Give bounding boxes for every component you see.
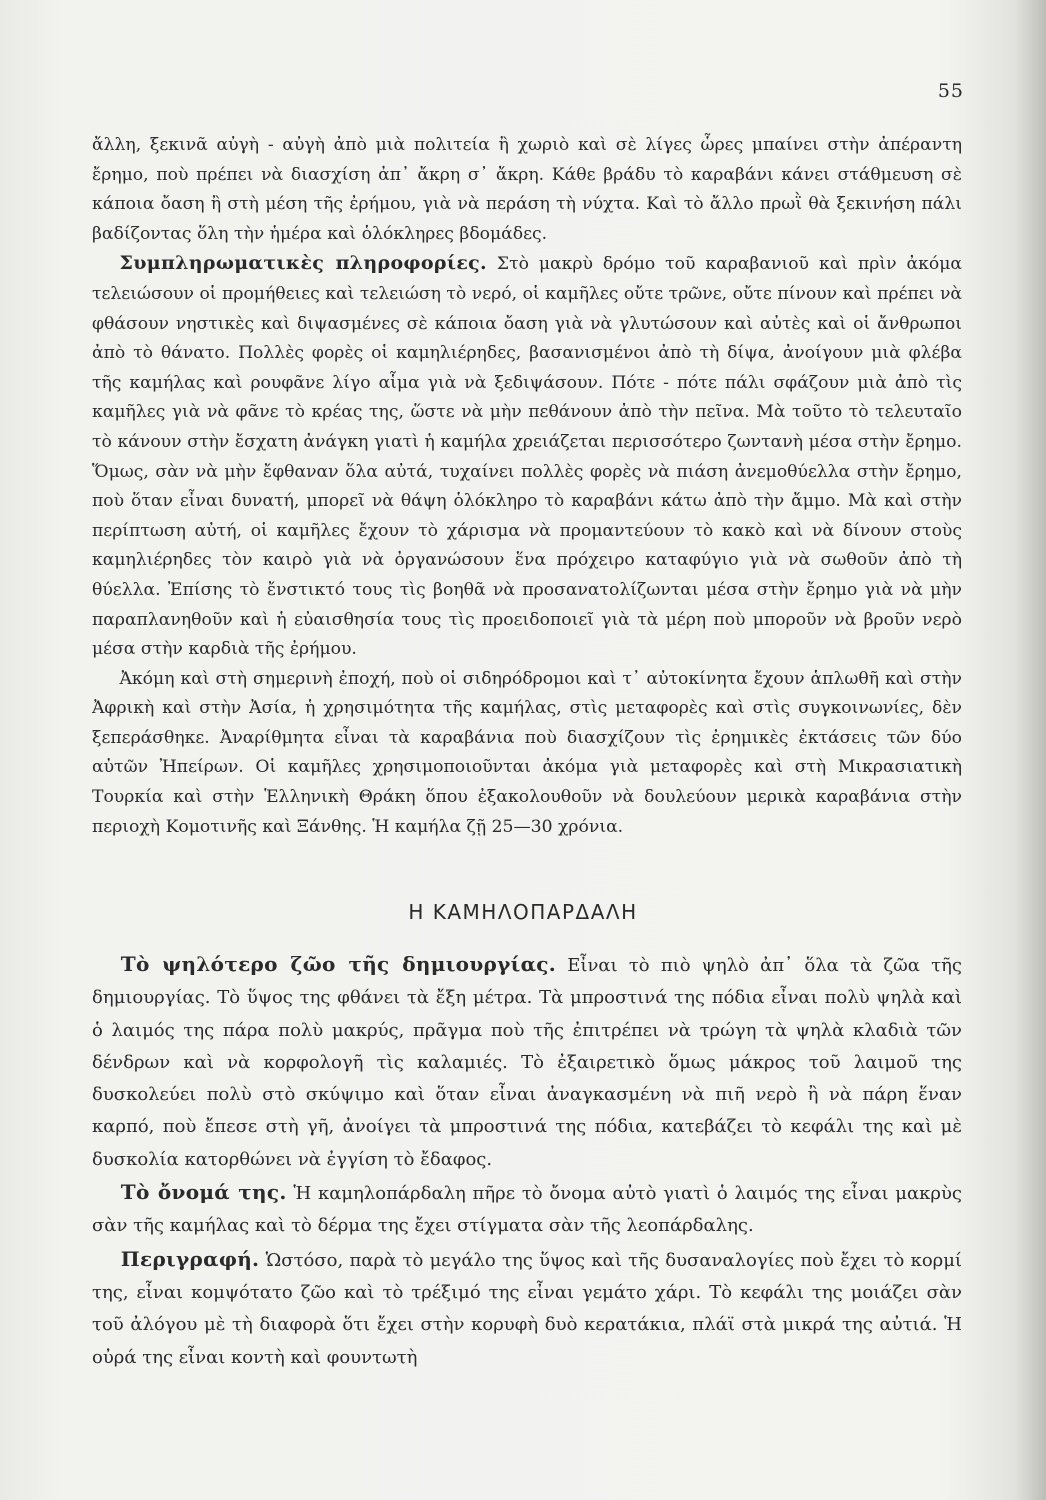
page-number: 55	[937, 80, 964, 102]
heading-name: Τὸ ὄνομά της.	[120, 1180, 287, 1205]
paragraph-supplementary-info-body: Στὸ μακρὺ δρόμο τοῦ καραβανιοῦ καὶ πρὶν ἀκόμα τελειώσουν οἱ προμήθειες καὶ τελειώση τὸ νερό, οἱ καμῆλες οὔτε τρῶνε, οὔτε πίνουν καὶ πρέπει νὰ φθάσουν νηστικὲς καὶ διψασμένες σὲ κάποια ὄαση γιὰ νὰ γλυτώσουν καὶ αὐτὲς καὶ οἱ ἄνθρωποι ἀπὸ τὸ θάνατο. Πολλὲς φορὲς οἱ καμηλιέρηδες, βασανισμένοι ἀπὸ τὴ δίψα, ἀνοίγουν μιὰ φλέβα τῆς καμήλας καὶ ρουφᾶνε λίγο αἷμα γιὰ νὰ ξεδιψάσουν. Πότε - πότε πάλι σφάζουν μιὰ ἀπὸ τὶς καμῆλες γιὰ νὰ φᾶνε τὸ κρέας της, ὥστε νὰ μὴν πεθάνουν ἀπὸ τὴν πεῖνα. Μὰ τοῦτο τὸ τελευταῖο τὸ κάνουν στὴν ἔσχατη ἀνάγκη γιατὶ ἡ καμήλα χρειάζεται περισσότερο ζωντανὴ μέσα στὴν ἔρημο. Ὅμως, σὰν νὰ μὴν ἔφθαναν ὅλα αὐτά, τυχαίνει πολλὲς φορὲς νὰ πιάση ἀνεμοθύελλα στὴν ἔρημο, ποὺ ὅταν εἶναι δυνατή, μπορεῖ νὰ θάψη ὁλόκληρο τὸ καραβάνι κάτω ἀπὸ τὴν ἄμμο. Μὰ καὶ στὴν περίπτωση αὐτή, οἱ καμῆλες ἔχουν τὸ χάρισμα νὰ προμαντεύουν τὸ κακὸ καὶ νὰ δίνουν στοὺς καμηλιέρηδες τὸν καιρὸ γιὰ νὰ ὀργανώσουν ἕνα πρόχειρο καταφύγιο γιὰ νὰ σωθοῦν ἀπὸ τὴ θύελλα. Ἐπίσης τὸ ἔνστικτό τους τὶς βοηθᾶ νὰ προσανατολίζωνται μέσα στὴν ἔρημο γιὰ νὰ μὴν παραπλανηθοῦν καὶ ἡ εὐαισθησία τους τὶς προειδοποιεῖ γιὰ τὰ μέρη ποὺ μποροῦν νὰ βροῦν νερὸ μέσα στὴν καρδιὰ τῆς ἐρήμου.	[92, 254, 963, 660]
heading-supplementary-info: Συμπληρωματικὲς πληροφορίες.	[119, 252, 487, 275]
giraffe-section-text	[92, 948, 962, 1374]
paragraph-modern-use: Ἀκόμη καὶ στὴ σημερινὴ ἐποχή, ποὺ οἱ σιδηρόδρομοι καὶ τ᾽ αὐτοκίνητα ἔχουν ἁπλωθῆ καὶ στὴν Ἀφρικὴ καὶ στὴν Ἀσία, ἡ χρησιμότητα τῆς καμήλας, στὶς μεταφορὲς καὶ στὶς συγκοινωνίες, δὲν ξεπεράσθηκε. Ἀναρίθμητα εἶναι τὰ καραβάνια ποὺ διασχίζουν τὶς ἐρημικὲς ἐκτάσεις τῶν δύο αὐτῶν Ἠπείρων. Οἱ καμῆλες χρησιμοποιοῦνται ἀκόμα γιὰ μεταφορὲς καὶ στὴ Μικρασιατικὴ Τουρκία καὶ στὴν Ἑλληνικὴ Θράκη ὅπου ἐξακολουθοῦν νὰ δουλεύουν μερικὰ καραβάνια στὴν περιοχὴ Κομοτινῆς καὶ Ξάνθης. Ἡ καμήλα ζῇ 25—30 χρόνια.	[92, 668, 962, 837]
heading-description: Περιγραφή.	[120, 1246, 260, 1271]
heading-tallest-animal: Τὸ ψηλότερο ζῶο τῆς δημιουργίας.	[120, 952, 557, 976]
paragraph-description	[92, 1243, 962, 1374]
camel-section-text	[92, 131, 962, 842]
paragraph-name	[92, 1176, 962, 1243]
paragraph-tallest-animal-body: Εἶναι τὸ πιὸ ψηλὸ ἀπ᾽ ὅλα τὰ ζῶα τῆς δημιουργίας. Τὸ ὕψος της φθάνει τὰ ἔξη μέτρα. Τὰ μπροστινά της πόδια εἶναι πολὺ ψηλὰ καὶ ὁ λαιμός της πάρα πολὺ μακρύς, πρᾶγμα ποὺ τῆς ἐπιτρέπει νὰ τρώγη τὰ ψηλὰ κλαδιὰ τῶν δένδρων καὶ νὰ κορφολογῆ τὶς καλαμιές. Τὸ ἐξαιρετικὸ ὅμως μάκρος τοῦ λαιμοῦ της δυσκολεύει πολὺ στὸ σκύψιμο καὶ ὅταν εἶναι ἀναγκασμένη νὰ πιῆ νερὸ ἢ νὰ πάρη ἕναν καρπό, ποὺ ἔπεσε στὴ γῆ, ἀνοίγει τὰ μπροστινά της πόδια, κατεβάζει τὸ κεφάλι της καὶ μὲ δυσκολία κατορθώνει νὰ ἐγγίση τὸ ἔδαφος.	[92, 955, 962, 1170]
paragraph-supplementary-info	[92, 249, 962, 664]
paragraph-tallest-animal	[92, 948, 962, 1176]
paragraph-name-body: Ἡ καμηλοπάρδαλη πῆρε τὸ ὄνομα αὐτὸ γιατὶ ὁ λαιμός της εἶναι μακρὺς σὰν τῆς καμήλας καὶ τὸ δέρμα της ἔχει στίγματα σὰν τῆς λεοπάρδαλης.	[92, 1183, 962, 1237]
paragraph-description-body: Ὡστόσο, παρὰ τὸ μεγάλο της ὕψος καὶ τῆς δυσαναλογίες ποὺ ἔχει τὸ κορμί της, εἶναι κομψότατο ζῶο καὶ τὸ τρέξιμό της εἶναι γεμάτο χάρι. Τὸ κεφάλι της μοιάζει σὰν τοῦ ἀλόγου μὲ τὴ διαφορὰ ὅτι ἔχει στὴν κορυφὴ δυὸ κερατάκια, πλάϊ στὰ μικρά της αὐτιά. Ἡ οὐρά της εἶναι κοντὴ καὶ φουντωτὴ	[92, 1249, 962, 1368]
paragraph-caravan-journey: ἄλλη, ξεκινᾶ αὐγὴ - αὐγὴ ἀπὸ μιὰ πολιτεία ἢ χωριὸ καὶ σὲ λίγες ὧρες μπαίνει στὴν ἀπέραντη ἔρημο, ποὺ πρέπει νὰ διασχίση ἀπ᾽ ἄκρη σ᾽ ἄκρη. Κάθε βράδυ τὸ καραβάνι κάνει στάθμευση σὲ κάποια ὄαση ἢ στὴ μέση τῆς ἐρήμου, γιὰ νὰ περάση τὴ νύχτα. Καὶ τὸ ἄλλο πρωῒ θὰ ξεκινήση πάλι βαδίζοντας ὅλη τὴν ἡμέρα καὶ ὁλόκληρες βδομάδες.	[92, 135, 962, 244]
chapter-title: Η ΚΑΜΗΛΟΠΑΡΔΑΛΗ	[408, 900, 638, 924]
